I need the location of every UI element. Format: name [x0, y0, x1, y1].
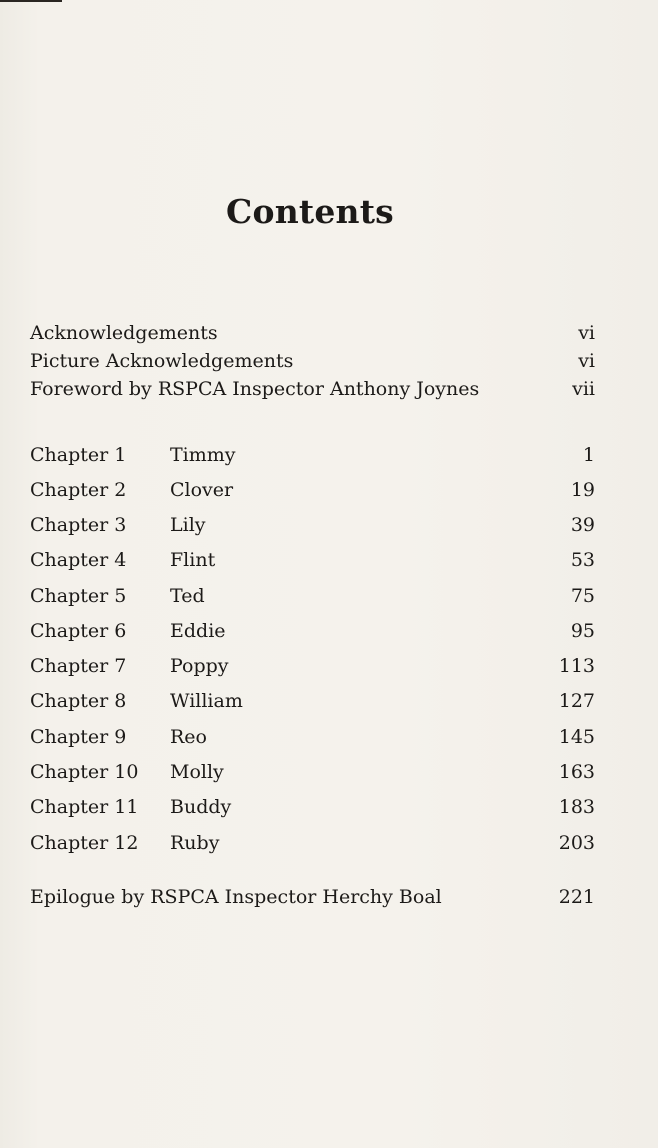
toc-entry-acknowledgements	[30, 318, 595, 348]
chapter-name: Lily	[170, 514, 206, 536]
chapter-name: William	[170, 690, 243, 712]
chapter-name: Ruby	[170, 832, 220, 854]
chapter-number: Chapter 7	[30, 655, 127, 677]
toc-chapter-3	[30, 510, 595, 540]
chapter-number: Chapter 9	[30, 726, 127, 748]
toc-chapter-10	[30, 757, 595, 787]
chapter-number: Chapter 1	[30, 444, 127, 466]
toc-entry-label: Picture Acknowledgements	[30, 350, 294, 372]
chapter-page: 53	[570, 549, 595, 571]
chapter-page: 203	[558, 832, 595, 854]
toc-entry-label: Epilogue by RSPCA Inspector Herchy Boal	[30, 886, 442, 908]
chapter-page: 19	[570, 479, 595, 501]
chapter-number: Chapter 5	[30, 585, 127, 607]
toc-chapter-11	[30, 792, 595, 822]
chapter-page: 95	[570, 620, 595, 642]
chapter-page: 1	[582, 444, 595, 466]
toc-entry-picture-acknowledgements	[30, 346, 595, 376]
chapter-name: Reo	[170, 726, 207, 748]
toc-chapter-8	[30, 686, 595, 716]
chapter-number: Chapter 10	[30, 761, 139, 783]
toc-chapter-2	[30, 475, 595, 505]
toc-chapter-12	[30, 828, 595, 858]
toc-entry-foreword	[30, 374, 595, 404]
toc-chapter-7	[30, 651, 595, 681]
chapter-name: Clover	[170, 479, 234, 501]
toc-entry-page: vii	[572, 378, 595, 400]
chapter-page: 145	[558, 726, 595, 748]
toc-chapter-1	[30, 440, 595, 470]
chapter-name: Ted	[170, 585, 205, 607]
chapter-number: Chapter 4	[30, 549, 127, 571]
toc-entry-label: Acknowledgements	[30, 322, 218, 344]
toc-chapter-4	[30, 545, 595, 575]
chapter-name: Poppy	[170, 655, 229, 677]
chapter-name: Eddie	[170, 620, 226, 642]
chapter-name: Flint	[170, 549, 216, 571]
chapter-page: 183	[558, 796, 595, 818]
chapter-number: Chapter 3	[30, 514, 127, 536]
toc-entry-epilogue	[30, 882, 595, 912]
chapter-name: Molly	[170, 761, 224, 783]
toc-chapter-6	[30, 616, 595, 646]
chapter-page: 113	[558, 655, 595, 677]
toc-entry-label: Foreword by RSPCA Inspector Anthony Joynes	[30, 378, 480, 400]
toc-entry-page: 221	[558, 886, 595, 908]
toc-entry-page: vi	[578, 350, 595, 372]
chapter-number: Chapter 11	[30, 796, 139, 818]
toc-entry-page: vi	[578, 322, 595, 344]
toc-chapter-5	[30, 581, 595, 611]
chapter-name: Buddy	[170, 796, 232, 818]
chapter-page: 163	[558, 761, 595, 783]
chapter-name: Timmy	[170, 444, 236, 466]
chapter-number: Chapter 2	[30, 479, 127, 501]
chapter-page: 127	[558, 690, 595, 712]
chapter-number: Chapter 8	[30, 690, 127, 712]
toc-chapter-9	[30, 722, 595, 752]
chapter-page: 75	[570, 585, 595, 607]
page-title: Contents	[226, 192, 394, 231]
chapter-number: Chapter 6	[30, 620, 127, 642]
chapter-number: Chapter 12	[30, 832, 139, 854]
page-edge-mark	[0, 0, 62, 2]
chapter-page: 39	[570, 514, 595, 536]
